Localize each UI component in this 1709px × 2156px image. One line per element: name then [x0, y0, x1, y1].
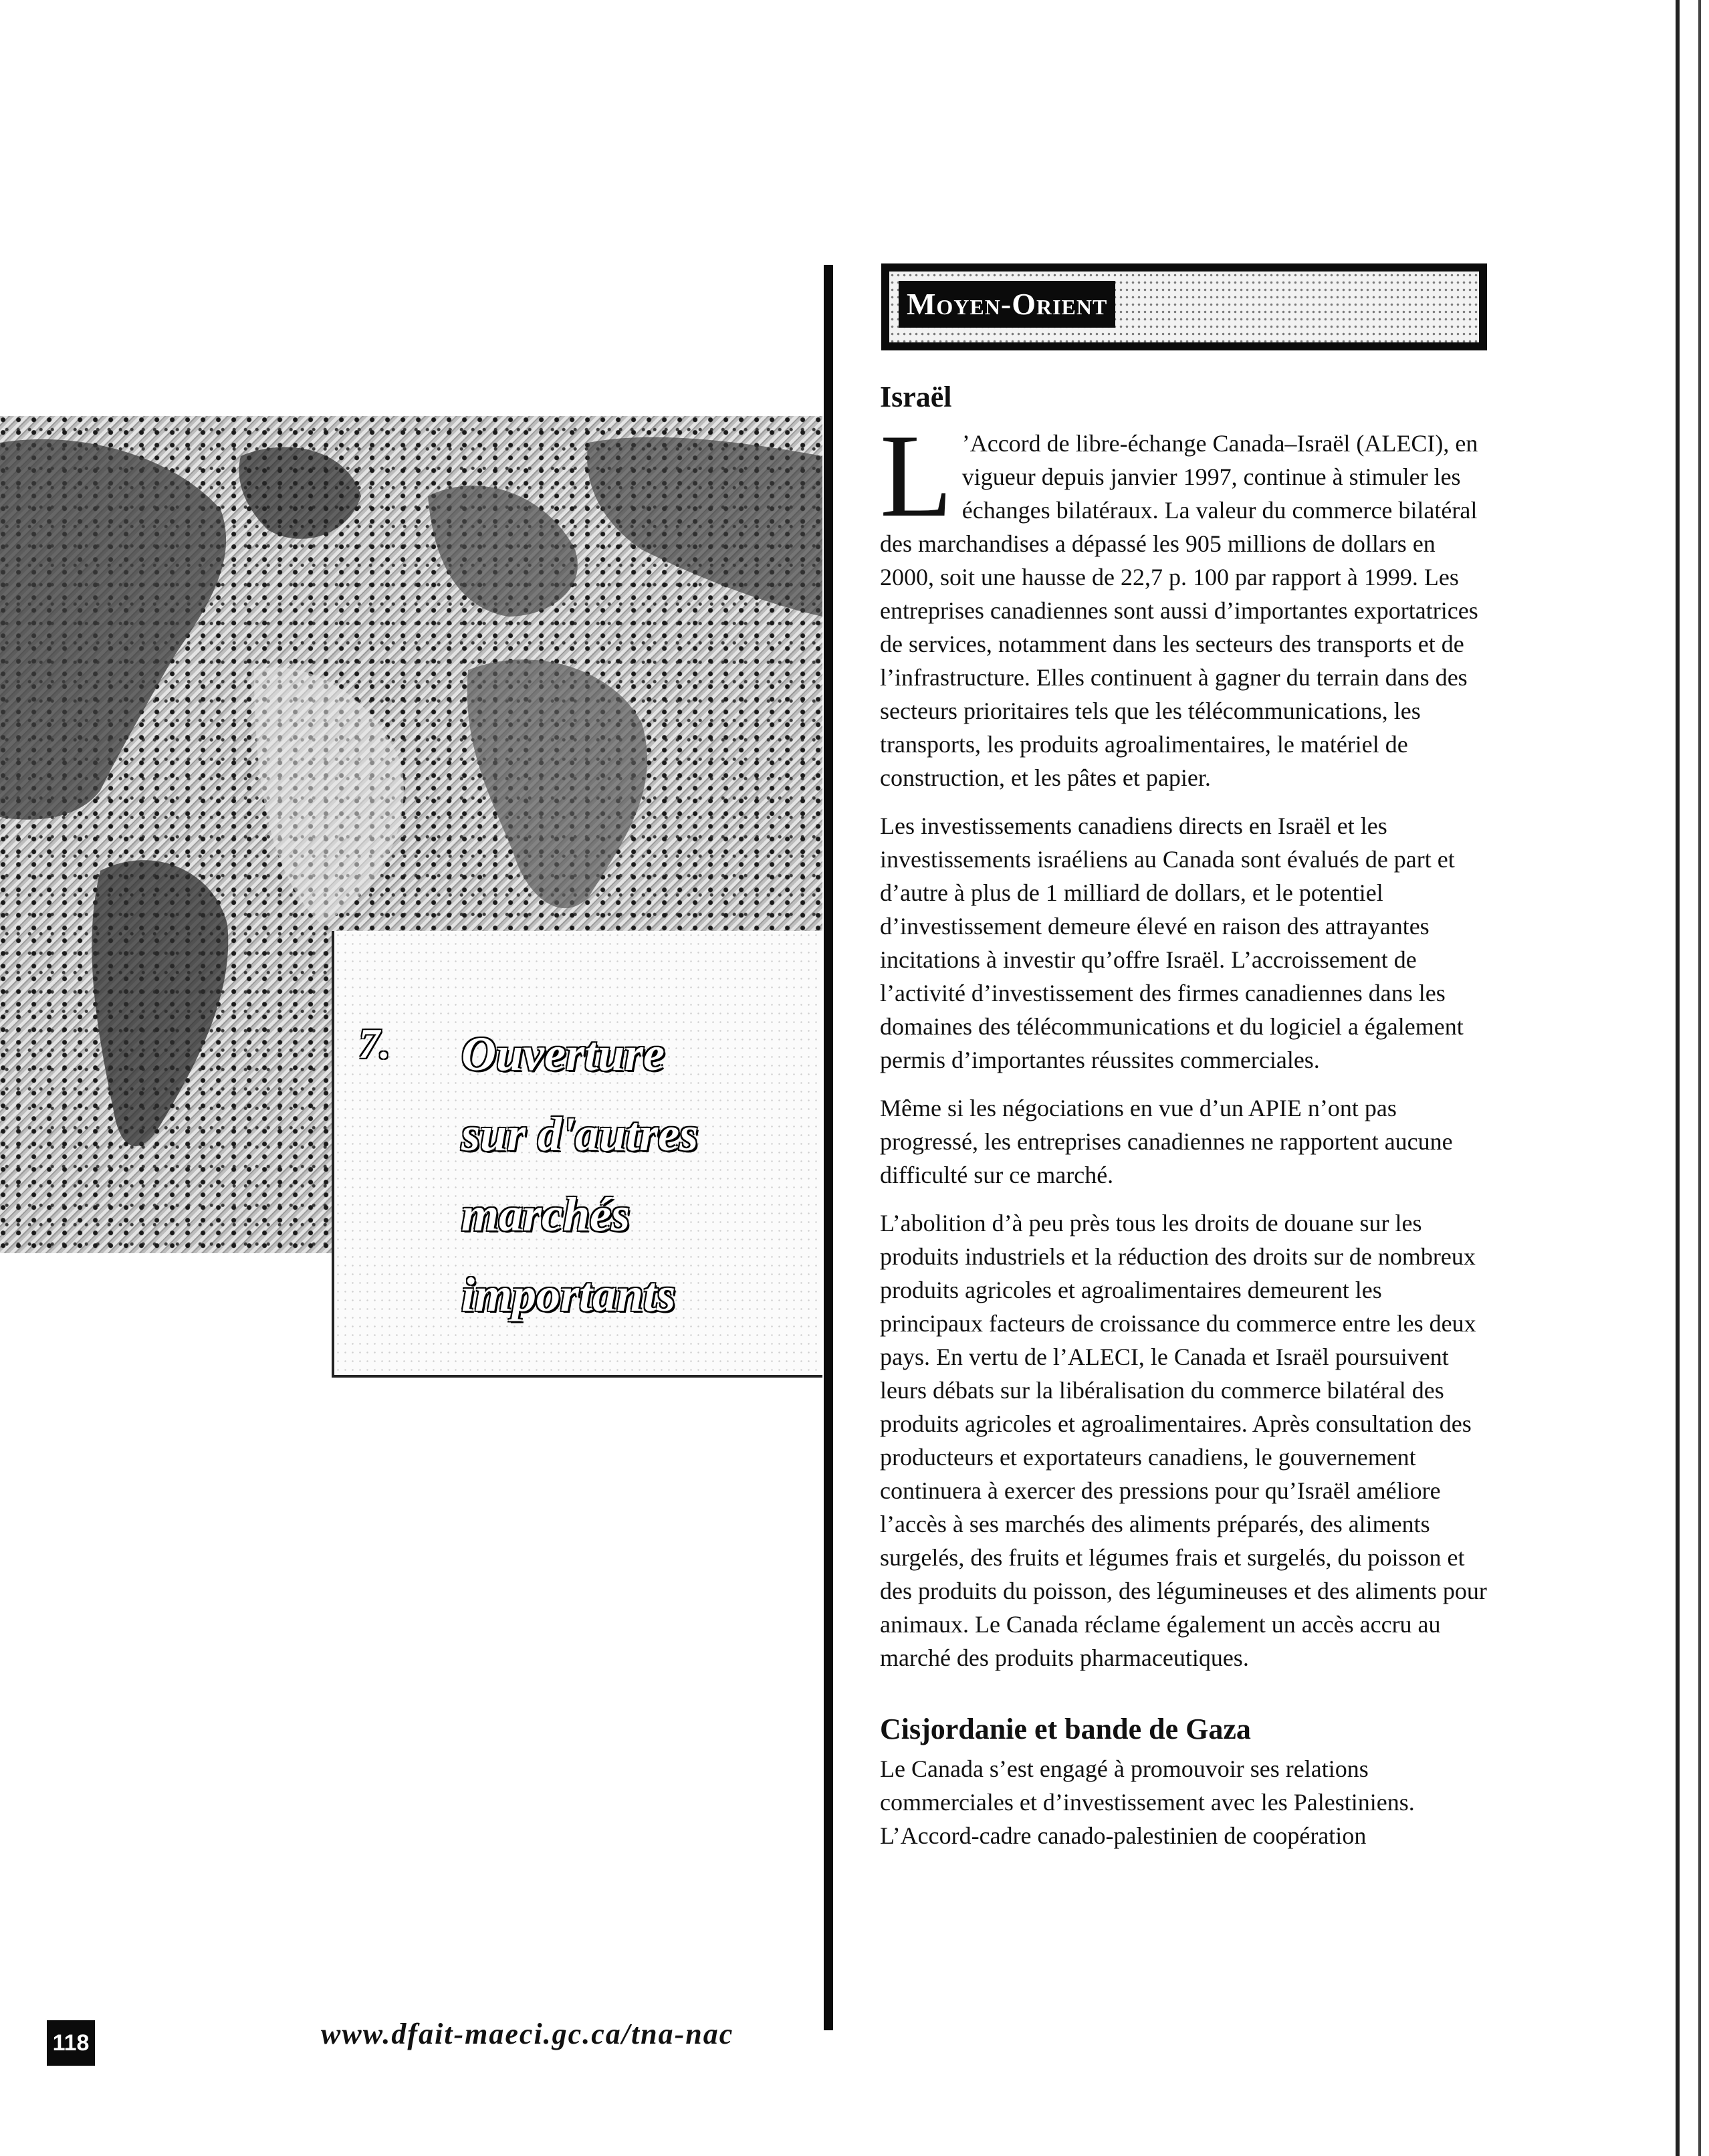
paragraph-5: Le Canada s’est engagé à promouvoir ses relations commerciales et d’investissement avec les Palestiniens. L’Accord-cadre canado-palestinien de coopération: [880, 1755, 1415, 1849]
drop-cap: L: [880, 409, 953, 542]
paragraph-3: Même si les négociations en vue d’un APIE n’ont pas progressé, les entreprises canadiennes ne rapportent aucune difficulté sur ce marché.: [880, 1095, 1453, 1188]
south-america-shape: [92, 860, 228, 1146]
chapter-title-line: sur d'autres: [461, 1107, 699, 1161]
page-number: 118: [47, 2020, 95, 2066]
north-america-shape: [0, 439, 226, 820]
chapter-title-line: marchés: [461, 1188, 630, 1241]
chapter-number: 7.: [358, 1020, 390, 1067]
chapter-title-line: importants: [461, 1268, 676, 1321]
paragraph-1: [880, 409, 1487, 794]
chapter-title-line: Ouverture: [461, 1027, 665, 1081]
footer-url-link[interactable]: www.dfait-maeci.gc.ca/tna-nac: [321, 2018, 734, 2050]
paragraph-4: L’abolition d’à peu près tous les droits de douane sur les produits industriels et la réduction des droits sur de nombreux produits agricoles et agroalimentaires demeurent les principaux facteurs de croissance du commerce entre les deux pays. En vertu de l’ALECI, le Canada et Israël poursuivent leurs débats sur la libéralisation du commerce bilatéral des produits agricoles et agroalimentaires. Après consultation des producteurs et exportateurs canadiens, le gouvernement continuera à exercer des pressions pour qu’Israël améliore l’accès à ses marchés des aliments préparés, des aliments surgelés, des fruits et légumes frais et surgelés, du poisson et des produits du poisson, des légumineuses et des aliments pour animaux. Le Canada réclame également un accès accru au marché des produits pharmaceutiques.: [880, 1210, 1487, 1671]
chapter-title: [461, 1014, 809, 1335]
page-edge-line: [1698, 0, 1701, 2156]
article-column: [880, 374, 1487, 1867]
heading-gaza: Cisjordanie et bande de Gaza: [880, 1713, 1251, 1745]
paragraph-1-text: ’Accord de libre-échange Canada–Israël (ALECI), en vigueur depuis janvier 1997, continue à stimuler les échanges bilatéraux. La valeur du commerce bilatéral des marchandises a dépassé les 905 millions de dollars en 2000, soit une hausse de 22,7 p. 100 par rapport à 1999. Les entreprises canadiennes sont aussi d’importantes exportatrices de services, notamment dans les secteurs des transports et de l’infrastructure. Elles continuent à gagner du terrain dans des secteurs prioritaires tels que les télécommunications, les transports, les produits agroalimentaires, le matériel de construction, et les pâtes et papier.: [880, 430, 1478, 791]
africa-shape: [467, 659, 647, 908]
page-edge-line: [1676, 0, 1680, 2156]
section-banner: [881, 263, 1487, 350]
russia-shape: [587, 437, 822, 617]
atlantic-ocean-shape: [254, 667, 404, 924]
column-divider: [824, 265, 833, 2030]
europe-shape: [428, 486, 578, 617]
paragraph-2: Les investissements canadiens directs en Israël et les investissements israéliens au Canada sont évalués de part et d’autre à plus de 1 milliard de dollars, et le potentiel d’investissement demeure élevé en raison des attrayantes incitations à investir qu’offre Israël. L’accroissement de l’activité d’investissement des firmes canadiennes dans les domaines des télécommunications et du logiciel a également permis d’importantes réussites commerciales.: [880, 813, 1464, 1073]
heading-israel: Israël: [880, 381, 952, 413]
section-label: Moyen-Orient: [899, 281, 1115, 328]
greenland-shape: [239, 447, 361, 539]
